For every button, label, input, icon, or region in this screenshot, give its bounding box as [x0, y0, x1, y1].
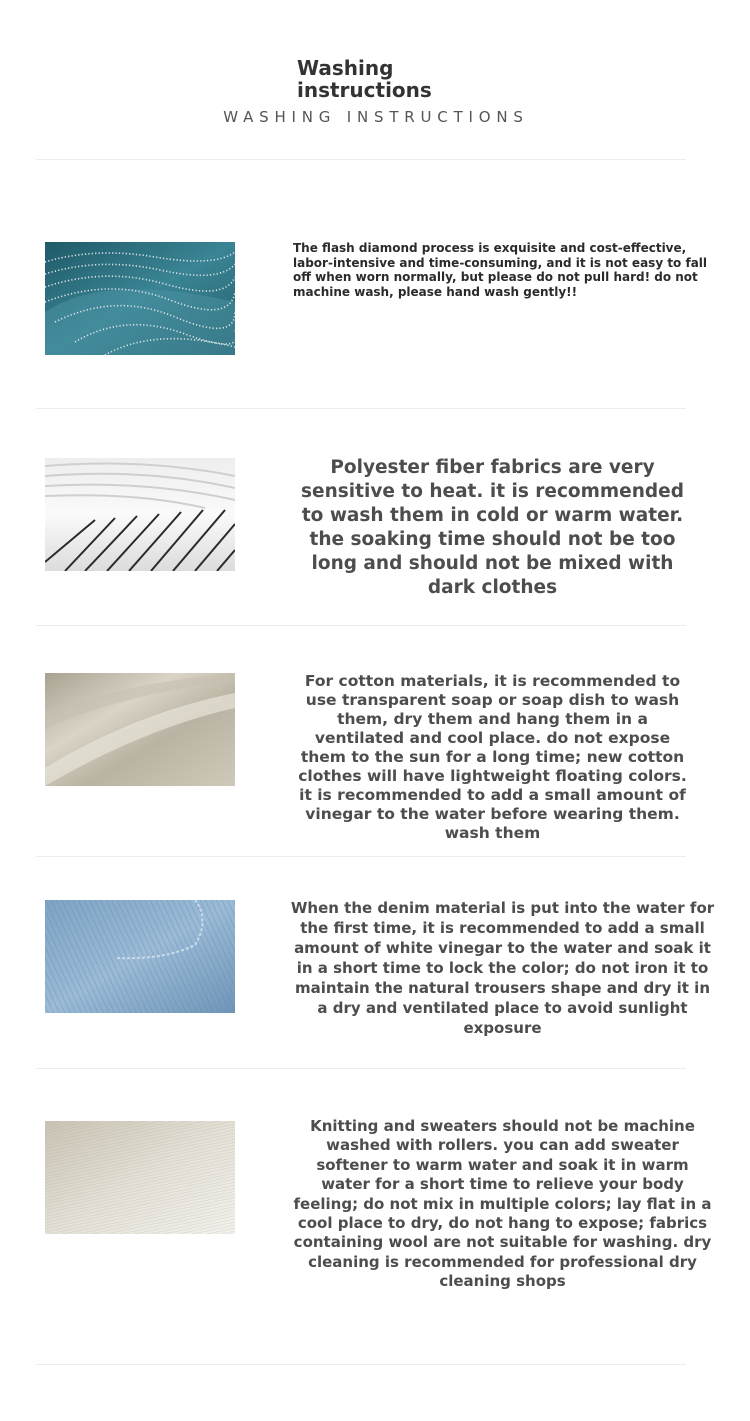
denim-care-text: When the denim material is put into the water for the first time, it is recommended to add a small amount of white vinegar to the water and soak it in a short time to lock the color; do not iron it to maintain the natural trousers shape and dry it in a dry and ventilated place to avoid sunlight exposure — [290, 899, 715, 1037]
divider — [36, 159, 686, 160]
divider — [36, 1068, 686, 1069]
cotton-care-text: For cotton materials, it is recommended to use transparent soap or soap dish to wash them, dry them and hang them in a ventilated and cool place. do not expose them to the sun for a long time; new cotton clothes will have lightweight floating colors. it is recommended to add a small amount of vinegar to the water before wearing them. wash them — [298, 672, 687, 842]
knit-care-text: Knitting and sweaters should not be machine washed with rollers. you can add sweater softener to warm water and soak it in warm water for a short time to relieve your body feeling; do not mix in multiple colors; lay flat in a cool place to dry, do not hang to expose; fabrics containing wool are not suitable for washing. dry cleaning is recommended for professional dry cleaning shops — [293, 1117, 712, 1291]
striped-polyester-fabric-image — [45, 458, 235, 571]
cotton-fabric-image — [45, 673, 235, 786]
denim-fabric-image — [45, 900, 235, 1013]
rhinestone-care-text: The flash diamond process is exquisite and cost-effective, labor-intensive and time-consuming, and it is not easy to fall off when worn normally, but please do not pull hard! do not machine wash, please hand wash gently!! — [293, 241, 708, 299]
divider — [36, 625, 686, 626]
divider — [36, 856, 686, 857]
divider — [36, 408, 686, 409]
page-title: Washing instructions — [297, 56, 432, 102]
page-subtitle: WASHING INSTRUCTIONS — [223, 108, 529, 126]
polyester-care-text: Polyester fiber fabrics are very sensitive to heat. it is recommended to wash them in cold or warm water. the soaking time should not be too long and should not be mixed with dark clothes — [301, 457, 684, 598]
rhinestone-fabric-image — [45, 242, 235, 355]
knit-fabric-image — [45, 1121, 235, 1234]
divider — [36, 1364, 686, 1365]
